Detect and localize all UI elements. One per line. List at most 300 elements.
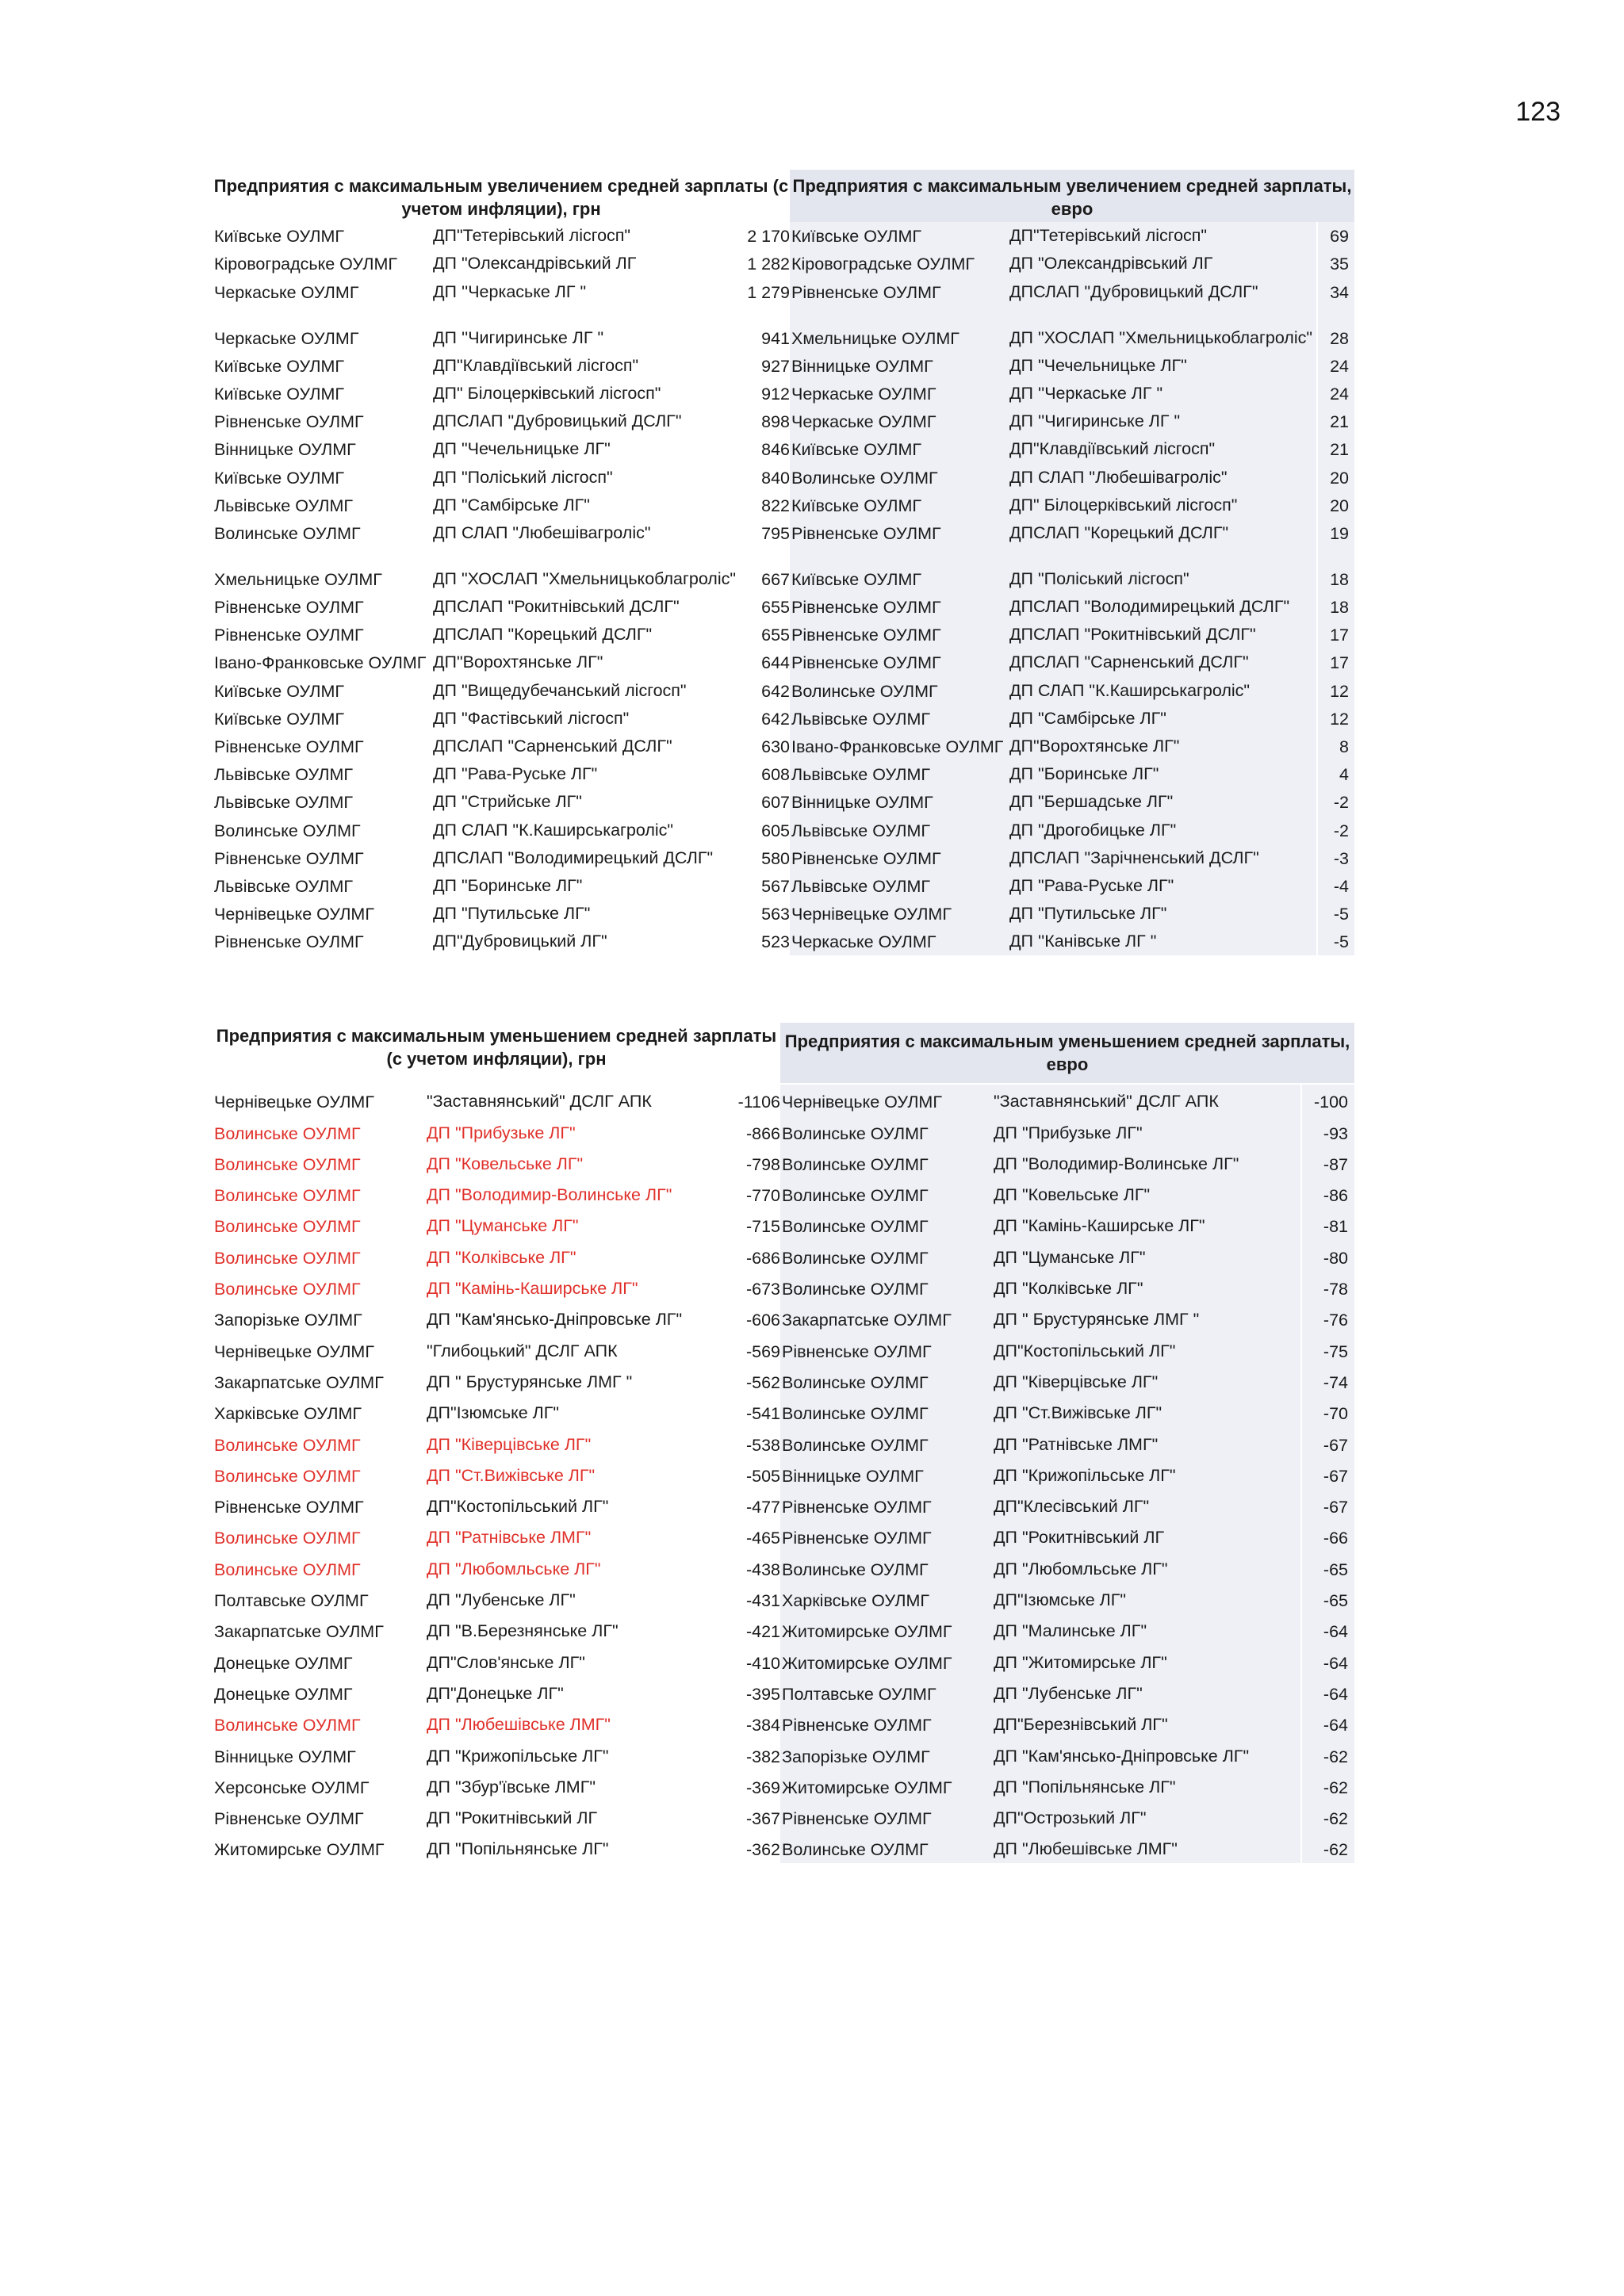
- left-enterprise-cell: ДП"Клавдіївський лісгосп": [433, 355, 639, 375]
- right-region-cell: Волинське ОУЛМГ: [782, 1840, 929, 1860]
- right-value-cell: 12: [1330, 681, 1349, 701]
- right-enterprise-cell: ДП "Любешівське ЛМГ": [994, 1839, 1178, 1859]
- left-enterprise-cell: ДП"Тетерівський лісгосп": [433, 226, 631, 246]
- right-region-cell: Житомирське ОУЛМГ: [782, 1777, 952, 1797]
- table-row: [213, 1739, 1354, 1770]
- right-enterprise-cell: ДП "Дрогобицьке ЛГ": [1009, 820, 1177, 840]
- left-enterprise-cell: ДП "Ст.Вижівське ЛГ": [427, 1465, 596, 1485]
- right-value-cell: 69: [1330, 227, 1349, 247]
- left-enterprise-cell: ДП ''Черкаське ЛГ ": [433, 281, 587, 301]
- left-region-cell: Херсонське ОУЛМГ: [214, 1777, 370, 1797]
- left-region-cell: Волинське ОУЛМГ: [214, 1186, 361, 1206]
- right-region-cell: Полтавське ОУЛМГ: [782, 1684, 936, 1704]
- left-region-cell: Львівське ОУЛМГ: [214, 793, 354, 813]
- table-row: [213, 1677, 1354, 1708]
- table-row: [213, 1770, 1354, 1801]
- left-region-cell: Рівненське ОУЛМГ: [214, 626, 364, 645]
- table-row: [213, 1303, 1354, 1334]
- left-enterprise-cell: ДП"Ворохтянське ЛГ": [433, 652, 603, 672]
- right-region-cell: Львівське ОУЛМГ: [791, 765, 931, 785]
- left-enterprise-cell: ДП "Любешівське ЛМГ": [427, 1715, 611, 1735]
- left-enterprise-cell: ДП "Ківерцівське ЛГ": [427, 1434, 592, 1454]
- left-value-cell: -369: [745, 1777, 780, 1797]
- right-enterprise-cell: ДП "Камінь-Каширське ЛГ": [994, 1216, 1205, 1236]
- left-enterprise-cell: ДП "Фастівський лісгосп": [433, 708, 630, 728]
- right-enterprise-cell: ДП ''Чигиринське ЛГ ": [1009, 411, 1181, 431]
- left-region-cell: Чернівецьке ОУЛМГ: [214, 1341, 374, 1361]
- right-enterprise-cell: ДП"Костопільський ЛГ": [994, 1341, 1176, 1360]
- left-value-cell: 2 170: [747, 227, 790, 247]
- table-row: [213, 760, 1354, 788]
- table-row: [213, 492, 1354, 519]
- left-region-cell: Вінницьке ОУЛМГ: [214, 1747, 356, 1766]
- right-value-cell: -2: [1333, 793, 1349, 813]
- left-region-cell: Волинське ОУЛМГ: [214, 1123, 361, 1143]
- right-enterprise-cell: ДП"Березнівський ЛГ": [994, 1715, 1168, 1735]
- left-enterprise-cell: ДП "Боринське ЛГ": [433, 875, 583, 895]
- right-value-cell: -65: [1323, 1591, 1348, 1611]
- left-enterprise-cell: ДП ''Чигиринське ЛГ ": [433, 327, 604, 347]
- left-value-cell: 642: [761, 709, 790, 729]
- right-region-cell: Чернівецьке ОУЛМГ: [791, 905, 952, 924]
- right-enterprise-cell: ДП "Чечельницьке ЛГ": [1009, 355, 1187, 375]
- right-region-cell: Львівське ОУЛМГ: [791, 821, 931, 840]
- table-row: [213, 222, 1354, 250]
- right-region-cell: Рівненське ОУЛМГ: [782, 1498, 932, 1517]
- left-enterprise-cell: ДП"Дубровицький ЛГ": [433, 932, 607, 951]
- left-region-cell: Львівське ОУЛМГ: [214, 876, 354, 896]
- left-enterprise-cell: ДП "Крижопільське ЛГ": [427, 1746, 609, 1766]
- right-region-cell: Івано-Франковське ОУЛМГ: [791, 737, 1004, 756]
- table-row: [213, 277, 1354, 305]
- increase-uah-title: Предприятия с максимальным увеличением средней зарплаты (с учетом инфляции), грн: [213, 176, 789, 219]
- right-value-cell: 34: [1330, 282, 1349, 302]
- left-region-cell: Черкаське ОУЛМГ: [214, 328, 359, 348]
- right-value-cell: -66: [1323, 1529, 1348, 1548]
- right-region-cell: Волинське ОУЛМГ: [782, 1372, 929, 1392]
- left-value-cell: -395: [745, 1684, 780, 1704]
- table-row: [213, 1645, 1354, 1676]
- right-enterprise-cell: ДП "Малинське ЛГ": [994, 1621, 1147, 1641]
- right-enterprise-cell: ДП"Ізюмське ЛГ": [994, 1590, 1127, 1610]
- left-value-cell: 667: [761, 569, 790, 589]
- left-value-cell: -465: [745, 1529, 780, 1548]
- table-row: [213, 1334, 1354, 1364]
- left-region-cell: Львівське ОУЛМГ: [214, 765, 354, 785]
- right-enterprise-cell: ДП "Любомльське ЛГ": [994, 1559, 1168, 1578]
- left-region-cell: Київське ОУЛМГ: [214, 227, 345, 247]
- right-value-cell: -64: [1323, 1684, 1348, 1704]
- decrease-section: [213, 1023, 1354, 1863]
- left-region-cell: Рівненське ОУЛМГ: [214, 848, 364, 868]
- right-value-cell: 20: [1330, 496, 1349, 515]
- right-region-cell: Львівське ОУЛМГ: [791, 876, 931, 896]
- right-enterprise-cell: ДП "Самбірське ЛГ": [1009, 708, 1166, 728]
- right-region-cell: Рівненське ОУЛМГ: [782, 1809, 932, 1829]
- right-region-cell: Волинське ОУЛМГ: [782, 1123, 929, 1143]
- left-value-cell: 630: [761, 737, 790, 756]
- left-value-cell: -477: [745, 1498, 780, 1517]
- right-enterprise-cell: ДП " Брустурянське ЛМГ ": [994, 1310, 1200, 1330]
- right-value-cell: 12: [1330, 709, 1349, 729]
- left-value-cell: 822: [761, 496, 790, 515]
- table-row: [213, 705, 1354, 733]
- right-region-cell: Київське ОУЛМГ: [791, 440, 922, 460]
- right-value-cell: -3: [1333, 848, 1349, 868]
- left-enterprise-cell: "Глибоцький" ДСЛГ АПК: [427, 1341, 618, 1360]
- right-region-cell: Закарпатське ОУЛМГ: [782, 1311, 952, 1330]
- left-value-cell: -715: [745, 1217, 780, 1237]
- right-enterprise-cell: ДП "Ковельське ЛГ": [994, 1185, 1151, 1205]
- table-row: [213, 1147, 1354, 1178]
- right-region-cell: Житомирське ОУЛМГ: [782, 1622, 952, 1642]
- left-region-cell: Рівненське ОУЛМГ: [214, 737, 364, 756]
- right-enterprise-cell: ДП"Ворохтянське ЛГ": [1009, 737, 1180, 756]
- left-region-cell: Київське ОУЛМГ: [214, 356, 345, 376]
- left-region-cell: Чернівецьке ОУЛМГ: [214, 905, 374, 924]
- right-enterprise-cell: ДП "Житомирське ЛГ": [994, 1652, 1167, 1672]
- right-region-cell: Рівненське ОУЛМГ: [791, 626, 941, 645]
- right-enterprise-cell: ДПСЛАП "Сарненський ДСЛГ": [1009, 652, 1249, 672]
- left-enterprise-cell: ДП "Вищедубечанський лісгосп": [433, 680, 687, 700]
- table-row: [213, 788, 1354, 816]
- right-value-cell: -67: [1323, 1498, 1348, 1517]
- decrease-eur-title: Предприятия с максимальным уменьшением средней зарплаты, евро: [780, 1023, 1354, 1083]
- left-value-cell: 1 282: [747, 254, 790, 274]
- right-value-cell: -80: [1323, 1248, 1348, 1268]
- left-value-cell: -438: [745, 1559, 780, 1579]
- left-value-cell: 655: [761, 598, 790, 618]
- right-region-cell: Вінницьке ОУЛМГ: [782, 1466, 924, 1486]
- right-value-cell: -2: [1333, 821, 1349, 840]
- right-enterprise-cell: ДП "Лубенське ЛГ": [994, 1683, 1143, 1703]
- left-value-cell: -686: [745, 1248, 780, 1268]
- right-enterprise-cell: ДП"Тетерівський лісгосп": [1009, 226, 1208, 246]
- left-value-cell: -562: [745, 1372, 780, 1392]
- right-region-cell: Вінницьке ОУЛМГ: [791, 356, 933, 376]
- right-enterprise-cell: "Заставнянський" ДСЛГ АПК: [994, 1092, 1219, 1112]
- left-enterprise-cell: ДП "Цуманське ЛГ": [427, 1216, 579, 1236]
- right-value-cell: 24: [1330, 356, 1349, 376]
- left-value-cell: -367: [745, 1809, 780, 1829]
- left-region-cell: Запорізьке ОУЛМГ: [214, 1311, 362, 1330]
- left-enterprise-cell: ДП "Прибузьке ЛГ": [427, 1123, 576, 1142]
- increase-section: [213, 173, 1354, 955]
- left-region-cell: Волинське ОУЛМГ: [214, 1529, 361, 1548]
- left-enterprise-cell: ДП "Стрийське ЛГ": [433, 792, 582, 812]
- left-region-cell: Київське ОУЛМГ: [214, 468, 345, 488]
- left-value-cell: -431: [745, 1591, 780, 1611]
- left-value-cell: 795: [761, 523, 790, 543]
- page-number: 123: [1515, 97, 1561, 127]
- right-enterprise-cell: ДП "Олександрівський ЛГ: [1009, 254, 1213, 274]
- left-value-cell: 642: [761, 681, 790, 701]
- right-region-cell: Рівненське ОУЛМГ: [791, 598, 941, 618]
- right-value-cell: -100: [1313, 1093, 1348, 1112]
- right-enterprise-cell: ДП ''Черкаське ЛГ ": [1009, 383, 1163, 403]
- right-region-cell: Київське ОУЛМГ: [791, 569, 922, 589]
- table-row: [213, 1365, 1354, 1396]
- table-row: [213, 435, 1354, 463]
- right-value-cell: 4: [1339, 765, 1349, 785]
- right-enterprise-cell: ДП "Цуманське ЛГ": [994, 1247, 1146, 1267]
- right-enterprise-cell: ДП "Поліський лісгосп": [1009, 568, 1189, 588]
- left-value-cell: 607: [761, 793, 790, 813]
- left-region-cell: Кіровоградське ОУЛМГ: [214, 254, 398, 274]
- left-region-cell: Донецьке ОУЛМГ: [214, 1684, 353, 1704]
- table-row: [213, 1115, 1354, 1146]
- left-region-cell: Київське ОУЛМГ: [214, 681, 345, 701]
- left-enterprise-cell: ДП СЛАП "К.Каширськагроліс": [433, 820, 674, 840]
- increase-eur-title: Предприятия с максимальным увеличением средней зарплаты, евро: [790, 170, 1354, 225]
- left-region-cell: Волинське ОУЛМГ: [214, 1466, 361, 1486]
- right-region-cell: Волинське ОУЛМГ: [782, 1186, 929, 1206]
- left-region-cell: Волинське ОУЛМГ: [214, 1716, 361, 1735]
- left-region-cell: Рівненське ОУЛМГ: [214, 1809, 364, 1829]
- left-region-cell: Львівське ОУЛМГ: [214, 496, 354, 515]
- left-enterprise-cell: ДП "Лубенське ЛГ": [427, 1590, 576, 1610]
- right-value-cell: -64: [1323, 1716, 1348, 1735]
- right-region-cell: Волинське ОУЛМГ: [782, 1154, 929, 1174]
- right-region-cell: Волинське ОУЛМГ: [782, 1559, 929, 1579]
- left-region-cell: Полтавське ОУЛМГ: [214, 1591, 369, 1611]
- left-region-cell: Житомирське ОУЛМГ: [214, 1840, 385, 1860]
- left-value-cell: -798: [745, 1154, 780, 1174]
- left-enterprise-cell: ДП "Самбірське ЛГ": [433, 495, 590, 515]
- right-value-cell: -64: [1323, 1653, 1348, 1673]
- right-region-cell: Львівське ОУЛМГ: [791, 709, 931, 729]
- right-value-cell: 18: [1330, 598, 1349, 618]
- right-value-cell: 17: [1330, 653, 1349, 673]
- right-region-cell: Хмельницьке ОУЛМГ: [791, 328, 959, 348]
- left-enterprise-cell: ДП"Ізюмське ЛГ": [427, 1403, 560, 1423]
- left-enterprise-cell: ДП"Донецьке ЛГ": [427, 1683, 564, 1703]
- right-enterprise-cell: ДП "Володимир-Волинське ЛГ": [994, 1154, 1239, 1173]
- left-value-cell: -382: [745, 1747, 780, 1766]
- right-value-cell: -62: [1323, 1747, 1348, 1766]
- table-row: [213, 649, 1354, 676]
- left-value-cell: -538: [745, 1435, 780, 1455]
- right-value-cell: 18: [1330, 569, 1349, 589]
- right-value-cell: -62: [1323, 1777, 1348, 1797]
- right-enterprise-cell: ДПСЛАП "Дубровицький ДСЛГ": [1009, 281, 1258, 301]
- table-row: [213, 306, 1354, 352]
- right-enterprise-cell: ДП "ХОСЛАП "Хмельницькоблагроліс": [1009, 327, 1313, 347]
- right-region-cell: Волинське ОУЛМГ: [782, 1280, 929, 1299]
- left-enterprise-cell: ДП "Рокитнівський ЛГ: [427, 1808, 598, 1828]
- left-enterprise-cell: ДП "Олександрівський ЛГ: [433, 254, 637, 274]
- right-value-cell: 20: [1330, 468, 1349, 488]
- left-region-cell: Рівненське ОУЛМГ: [214, 1498, 364, 1517]
- right-value-cell: -76: [1323, 1311, 1348, 1330]
- decrease-rows: [213, 1085, 1354, 1863]
- left-region-cell: Вінницьке ОУЛМГ: [214, 440, 356, 460]
- left-enterprise-cell: ДПСЛАП "Володимирецький ДСЛГ": [433, 848, 714, 867]
- right-value-cell: -78: [1323, 1280, 1348, 1299]
- left-value-cell: -410: [745, 1653, 780, 1673]
- left-enterprise-cell: ДПСЛАП "Корецький ДСЛГ": [433, 625, 653, 645]
- left-value-cell: -770: [745, 1186, 780, 1206]
- left-region-cell: Волинське ОУЛМГ: [214, 1248, 361, 1268]
- right-enterprise-cell: ДПСЛАП "Корецький ДСЛГ": [1009, 522, 1229, 542]
- right-value-cell: 17: [1330, 626, 1349, 645]
- left-value-cell: -866: [745, 1123, 780, 1143]
- left-value-cell: 605: [761, 821, 790, 840]
- table-row: [213, 519, 1354, 547]
- right-enterprise-cell: ДП "Ратнівське ЛМГ": [994, 1434, 1159, 1454]
- left-value-cell: 898: [761, 412, 790, 432]
- right-region-cell: Волинське ОУЛМГ: [782, 1404, 929, 1424]
- left-enterprise-cell: ДП" Білоцерківський лісгосп": [433, 383, 661, 403]
- right-value-cell: -5: [1333, 905, 1349, 924]
- right-enterprise-cell: ДП ''Канівське ЛГ ": [1009, 932, 1157, 951]
- left-region-cell: Волинське ОУЛМГ: [214, 821, 361, 840]
- right-enterprise-cell: ДП"Клесівський ЛГ": [994, 1497, 1150, 1517]
- left-value-cell: 941: [761, 328, 790, 348]
- right-region-cell: Рівненське ОУЛМГ: [782, 1716, 932, 1735]
- table-row: [213, 250, 1354, 277]
- right-region-cell: Рівненське ОУЛМГ: [791, 848, 941, 868]
- right-value-cell: -65: [1323, 1559, 1348, 1579]
- table-row: [213, 1209, 1354, 1240]
- left-value-cell: -421: [745, 1622, 780, 1642]
- table-row: [213, 928, 1354, 955]
- right-enterprise-cell: ДП "Крижопільське ЛГ": [994, 1465, 1176, 1485]
- left-enterprise-cell: ДПСЛАП "Сарненський ДСЛГ": [433, 737, 672, 756]
- left-region-cell: Черкаське ОУЛМГ: [214, 282, 359, 302]
- left-region-cell: Київське ОУЛМГ: [214, 384, 345, 404]
- right-region-cell: Рівненське ОУЛМГ: [791, 282, 941, 302]
- right-enterprise-cell: ДП "Рокитнівський ЛГ: [994, 1528, 1165, 1548]
- right-value-cell: 28: [1330, 328, 1349, 348]
- right-region-cell: Черкаське ОУЛМГ: [791, 384, 936, 404]
- left-value-cell: 523: [761, 932, 790, 952]
- right-region-cell: Волинське ОУЛМГ: [782, 1217, 929, 1237]
- right-region-cell: Житомирське ОУЛМГ: [782, 1653, 952, 1673]
- left-value-cell: 608: [761, 765, 790, 785]
- right-region-cell: Рівненське ОУЛМГ: [782, 1529, 932, 1548]
- right-value-cell: -75: [1323, 1341, 1348, 1361]
- right-value-cell: -64: [1323, 1622, 1348, 1642]
- table-row: [213, 816, 1354, 844]
- left-region-cell: Чернівецьке ОУЛМГ: [214, 1093, 374, 1112]
- table-row: [213, 547, 1354, 593]
- left-region-cell: Волинське ОУЛМГ: [214, 1154, 361, 1174]
- table-row: [213, 676, 1354, 704]
- table-row: [213, 352, 1354, 380]
- left-enterprise-cell: ДП"Слов'янське ЛГ": [427, 1652, 585, 1672]
- right-region-cell: Волинське ОУЛМГ: [791, 681, 938, 701]
- left-enterprise-cell: ДП "Ратнівське ЛМГ": [427, 1528, 592, 1548]
- left-enterprise-cell: ДП "Рава-Руське ЛГ": [433, 764, 598, 784]
- right-region-cell: Рівненське ОУЛМГ: [782, 1341, 932, 1361]
- right-region-cell: Кіровоградське ОУЛМГ: [791, 254, 975, 274]
- left-value-cell: 840: [761, 468, 790, 488]
- table-row: [213, 1459, 1354, 1490]
- table-row: [213, 1583, 1354, 1614]
- right-enterprise-cell: ДПСЛАП "Рокитнівський ДСЛГ": [1009, 625, 1256, 645]
- right-enterprise-cell: ДП СЛАП "Любешівагроліс": [1009, 467, 1228, 487]
- left-region-cell: Хмельницьке ОУЛМГ: [214, 569, 382, 589]
- right-value-cell: 8: [1339, 737, 1349, 756]
- left-enterprise-cell: ДП "Ковельське ЛГ": [427, 1154, 584, 1173]
- right-enterprise-cell: ДП "Ст.Вижівське ЛГ": [994, 1403, 1162, 1423]
- left-value-cell: 580: [761, 848, 790, 868]
- left-enterprise-cell: ДПСЛАП "Рокитнівський ДСЛГ": [433, 597, 680, 617]
- right-enterprise-cell: ДП "Прибузьке ЛГ": [994, 1123, 1143, 1142]
- left-enterprise-cell: ДП "Володимир-Волинське ЛГ": [427, 1185, 672, 1205]
- left-value-cell: 563: [761, 905, 790, 924]
- left-enterprise-cell: ДП"Костопільський ЛГ": [427, 1497, 609, 1517]
- right-value-cell: -62: [1323, 1809, 1348, 1829]
- table-row: [213, 380, 1354, 408]
- right-enterprise-cell: ДП "Колківське ЛГ": [994, 1279, 1143, 1299]
- table-row: [213, 1614, 1354, 1645]
- left-region-cell: Івано-Франковське ОУЛМГ: [214, 653, 427, 673]
- left-value-cell: 912: [761, 384, 790, 404]
- right-value-cell: 21: [1330, 412, 1349, 432]
- left-value-cell: -541: [745, 1404, 780, 1424]
- table-row: [213, 1832, 1354, 1863]
- right-enterprise-cell: ДП "Кам'янсько-Дніпровське ЛГ": [994, 1746, 1250, 1766]
- table-row: [213, 1272, 1354, 1303]
- left-value-cell: 1 279: [747, 282, 790, 302]
- left-enterprise-cell: ДПСЛАП "Дубровицький ДСЛГ": [433, 411, 682, 431]
- right-value-cell: -87: [1323, 1154, 1348, 1174]
- right-value-cell: -4: [1333, 876, 1349, 896]
- left-value-cell: -362: [745, 1840, 780, 1860]
- left-region-cell: Волинське ОУЛМГ: [214, 1217, 361, 1237]
- table-row: [213, 1708, 1354, 1739]
- right-value-cell: -5: [1333, 932, 1349, 952]
- right-region-cell: Вінницьке ОУЛМГ: [791, 793, 933, 813]
- increase-rows: [213, 222, 1354, 955]
- left-region-cell: Волинське ОУЛМГ: [214, 1435, 361, 1455]
- left-enterprise-cell: ДП "ХОСЛАП "Хмельницькоблагроліс": [433, 568, 737, 588]
- decrease-uah-title: Предприятия с максимальным уменьшением средней зарплаты (с учетом инфляции), грн: [216, 1026, 777, 1069]
- right-value-cell: 19: [1330, 523, 1349, 543]
- right-region-cell: Рівненське ОУЛМГ: [791, 523, 941, 543]
- left-region-cell: Закарпатське ОУЛМГ: [214, 1622, 384, 1642]
- left-region-cell: Рівненське ОУЛМГ: [214, 932, 364, 952]
- table-row: [213, 1085, 1354, 1115]
- left-value-cell: -606: [745, 1311, 780, 1330]
- table-row: [213, 1396, 1354, 1427]
- left-value-cell: 567: [761, 876, 790, 896]
- right-value-cell: -67: [1323, 1435, 1348, 1455]
- left-value-cell: -505: [745, 1466, 780, 1486]
- right-value-cell: 24: [1330, 384, 1349, 404]
- left-region-cell: Рівненське ОУЛМГ: [214, 598, 364, 618]
- right-value-cell: 21: [1330, 440, 1349, 460]
- right-enterprise-cell: ДП "Рава-Руське ЛГ": [1009, 875, 1174, 895]
- left-enterprise-cell: ДП "Поліський лісгосп": [433, 467, 613, 487]
- left-region-cell: Харківське ОУЛМГ: [214, 1404, 362, 1424]
- right-region-cell: Чернівецьке ОУЛМГ: [782, 1093, 942, 1112]
- right-region-cell: Київське ОУЛМГ: [791, 227, 922, 247]
- table-row: [213, 1801, 1354, 1832]
- left-value-cell: 644: [761, 653, 790, 673]
- table-row: [213, 733, 1354, 760]
- right-enterprise-cell: ДП "Путильське ЛГ": [1009, 904, 1167, 924]
- right-enterprise-cell: ДПСЛАП "Зарічненський ДСЛГ": [1009, 848, 1259, 867]
- left-enterprise-cell: ДП "Збур'ївське ЛМГ": [427, 1777, 596, 1797]
- table-row: [213, 844, 1354, 872]
- right-region-cell: Волинське ОУЛМГ: [782, 1435, 929, 1455]
- left-value-cell: 846: [761, 440, 790, 460]
- left-enterprise-cell: ДП "Путильське ЛГ": [433, 904, 591, 924]
- right-enterprise-cell: ДП СЛАП "К.Каширськагроліс": [1009, 680, 1251, 700]
